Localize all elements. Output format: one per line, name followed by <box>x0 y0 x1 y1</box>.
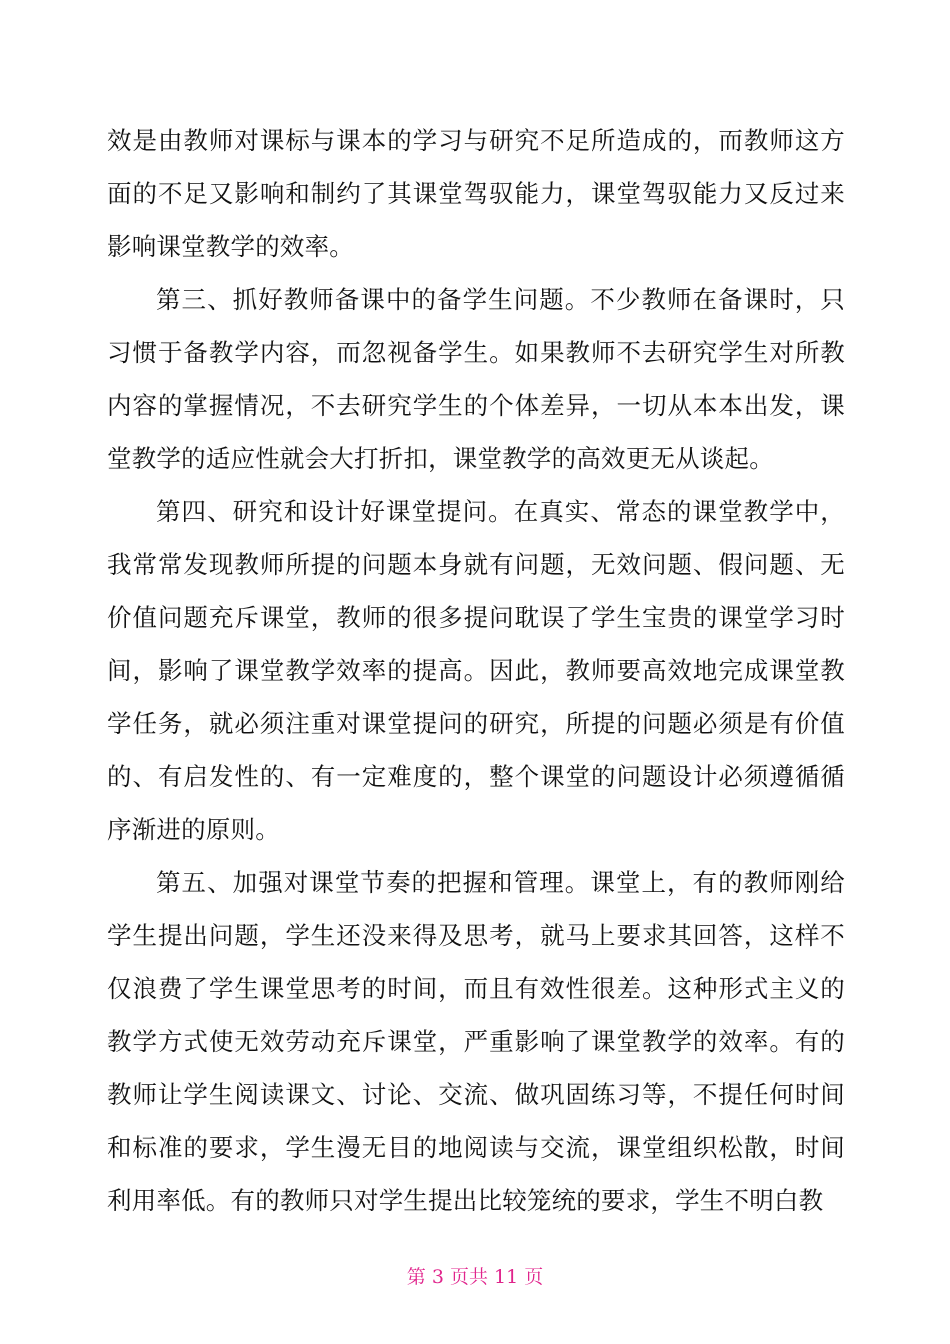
paragraph-4: 第五、加强对课堂节奏的把握和管理。课堂上，有的教师刚给学生提出问题，学生还没来得及思考，就马上要求其回答，这样不仅浪费了学生课堂思考的时间，而且有效性很差。这种形式主义的教学方式使无效劳动充斥课堂，严重影响了课堂教学的效率。有的教师让学生阅读课文、讨论、交流、做巩固练习等，不提任何时间和标准的要求，学生漫无目的地阅读与交流，课堂组织松散，时间利用率低。有的教师只对学生提出比较笼统的要求，学生不明白教 <box>107 868 845 1215</box>
document-body <box>107 114 845 1227</box>
page-number-footer: 第 3 页共 11 页 <box>406 1266 544 1288</box>
paragraph-1: 效是由教师对课标与课本的学习与研究不足所造成的，而教师这方面的不足又影响和制约了其课堂驾驭能力，课堂驾驭能力又反过来影响课堂教学的效率。 <box>107 126 845 261</box>
paragraph-3: 第四、研究和设计好课堂提问。在真实、常态的课堂教学中，我常常发现教师所提的问题本身就有问题，无效问题、假问题、无价值问题充斥课堂，教师的很多提问耽误了学生宝贵的课堂学习时间，影响了课堂教学效率的提高。因此，教师要高效地完成课堂教学任务，就必须注重对课堂提问的研究，所提的问题必须是有价值的、有启发性的、有一定难度的，整个课堂的问题设计必须遵循循序渐进的原则。 <box>107 497 845 844</box>
paragraph-2: 第三、抓好教师备课中的备学生问题。不少教师在备课时，只习惯于备教学内容，而忽视备学生。如果教师不去研究学生对所教内容的掌握情况，不去研究学生的个体差异，一切从本本出发，课堂教学的适应性就会大打折扣，课堂教学的高效更无从谈起。 <box>107 285 845 473</box>
